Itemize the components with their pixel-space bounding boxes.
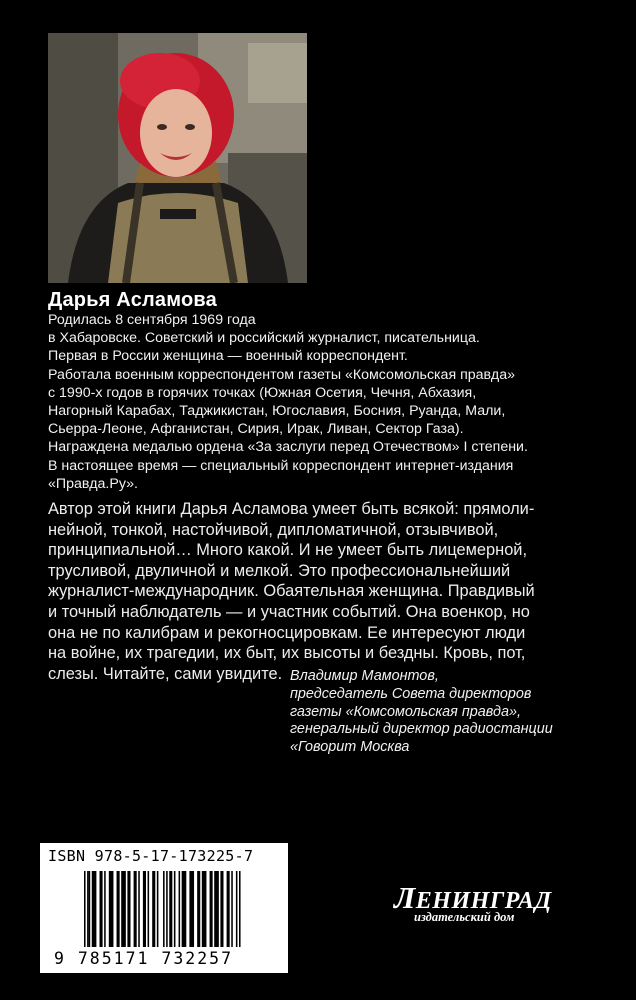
bio-line: Первая в России женщина — военный корреспондент. [48, 348, 408, 365]
barcode-bar [210, 871, 213, 947]
barcode-bar [121, 871, 126, 947]
barcode-bar [182, 871, 187, 947]
barcode-bar [89, 871, 91, 947]
publisher-subtitle: издательский дом [414, 910, 515, 924]
barcode-bar [100, 871, 103, 947]
blurb-line: на войне, их трагедии, их быт, их высоты и бездны. Кровь, пот, [48, 644, 526, 663]
publisher-logo [384, 876, 552, 936]
barcode-bar [148, 871, 150, 947]
blurb-line: Автор этой книги Дарья Асламова умеет быть всякой: прямоли- [48, 500, 535, 518]
signature-line: газеты «Комсомольская правда», [290, 703, 521, 720]
author-name: Дарья Асламова [48, 289, 217, 311]
bio-line: с 1990-х годов в горячих точках (Южная Осетия, Чечня, Абхазия, [48, 384, 477, 401]
barcode-panel [40, 843, 288, 973]
barcode-bar [239, 871, 241, 947]
barcode-bar [227, 871, 230, 947]
barcode-bar [189, 871, 194, 947]
author-photo [48, 33, 307, 283]
author-bio [48, 311, 608, 493]
barcode-bar [166, 871, 168, 947]
barcode-bar [157, 871, 159, 947]
blurb-line: нейной, тонкой, настойчивой, дипломатичной, отзывчивой, [48, 520, 499, 539]
bio-line: Родилась 8 сентября 1969 года [48, 312, 256, 328]
barcode-bar [197, 871, 200, 947]
bio-line: Награждена медалью ордена «За заслуги перед Отечеством» I степени. [48, 439, 528, 456]
bio-line: Сьерра-Леоне, Афганистан, Сирия, Ирак, Ливан, Сектор Газа). [48, 421, 464, 438]
barcode-bar [104, 871, 106, 947]
barcode-bar [138, 871, 140, 947]
book-blurb [48, 499, 618, 684]
isbn-text: ISBN 978-5-17-173225-7 [48, 847, 254, 865]
barcode-bar [87, 871, 89, 947]
barcode-bar [179, 871, 181, 947]
signature-line: Владимир Мамонтов, [290, 668, 439, 684]
signature-line: председатель Совета директоров [290, 685, 532, 702]
barcode-bar [134, 871, 137, 947]
bio-line: Нагорный Карабах, Таджикистан, Югославия, Босния, Руанда, Мали, [48, 403, 506, 420]
barcode-bar [84, 871, 86, 947]
blurb-line: принципиальной… Много какой. И не умеет быть лицемерной, [48, 541, 528, 560]
bio-line: «Правда.Ру». [48, 475, 138, 492]
barcode-bar [236, 871, 238, 947]
publisher-name-rest: ЕНИНГРАД [415, 888, 552, 914]
blurb-line: и точный наблюдатель — и участник событий. Она военкор, но [48, 602, 530, 621]
barcode-bar [169, 871, 172, 947]
barcode-bar [117, 871, 120, 947]
barcode-bar [127, 871, 130, 947]
barcode-bar [163, 871, 165, 947]
blurb-line: она не по калибрам и рекогносцировкам. Ее интересуют люди [48, 623, 526, 642]
barcode-bars [80, 871, 260, 951]
barcode-bar [231, 871, 233, 947]
signature-line: «Говорит Москва [290, 739, 410, 756]
ean-digits: 9 785171 732257 [54, 949, 234, 968]
blurb-line: трусливой, двуличной и мелкой. Это профессиональнейший [48, 561, 511, 580]
signature-line: генеральный директор радиостанции [290, 721, 553, 738]
barcode-bar [174, 871, 176, 947]
publisher-name-initial: Л [394, 880, 416, 915]
blurb-line: журналист-международник. Обаятельная женщина. Правдивый [48, 582, 535, 601]
bio-line: В настоящее время — специальный корреспондент интернет-издания [48, 457, 514, 474]
blurb-signature [290, 668, 620, 757]
barcode-bar [220, 871, 223, 947]
barcode-bar [152, 871, 155, 947]
barcode-bar [214, 871, 219, 947]
barcode-bar [202, 871, 207, 947]
blurb-line: слезы. Читайте, сами увидите. [48, 664, 283, 683]
barcode-bar [92, 871, 97, 947]
bio-line: Работала военным корреспондентом газеты «Комсомольская правда» [48, 366, 515, 383]
bio-line: в Хабаровске. Советский и российский журналист, писательница. [48, 330, 480, 347]
barcode-bar [109, 871, 114, 947]
barcode-bar [143, 871, 146, 947]
author-photo-illustration [48, 33, 307, 283]
